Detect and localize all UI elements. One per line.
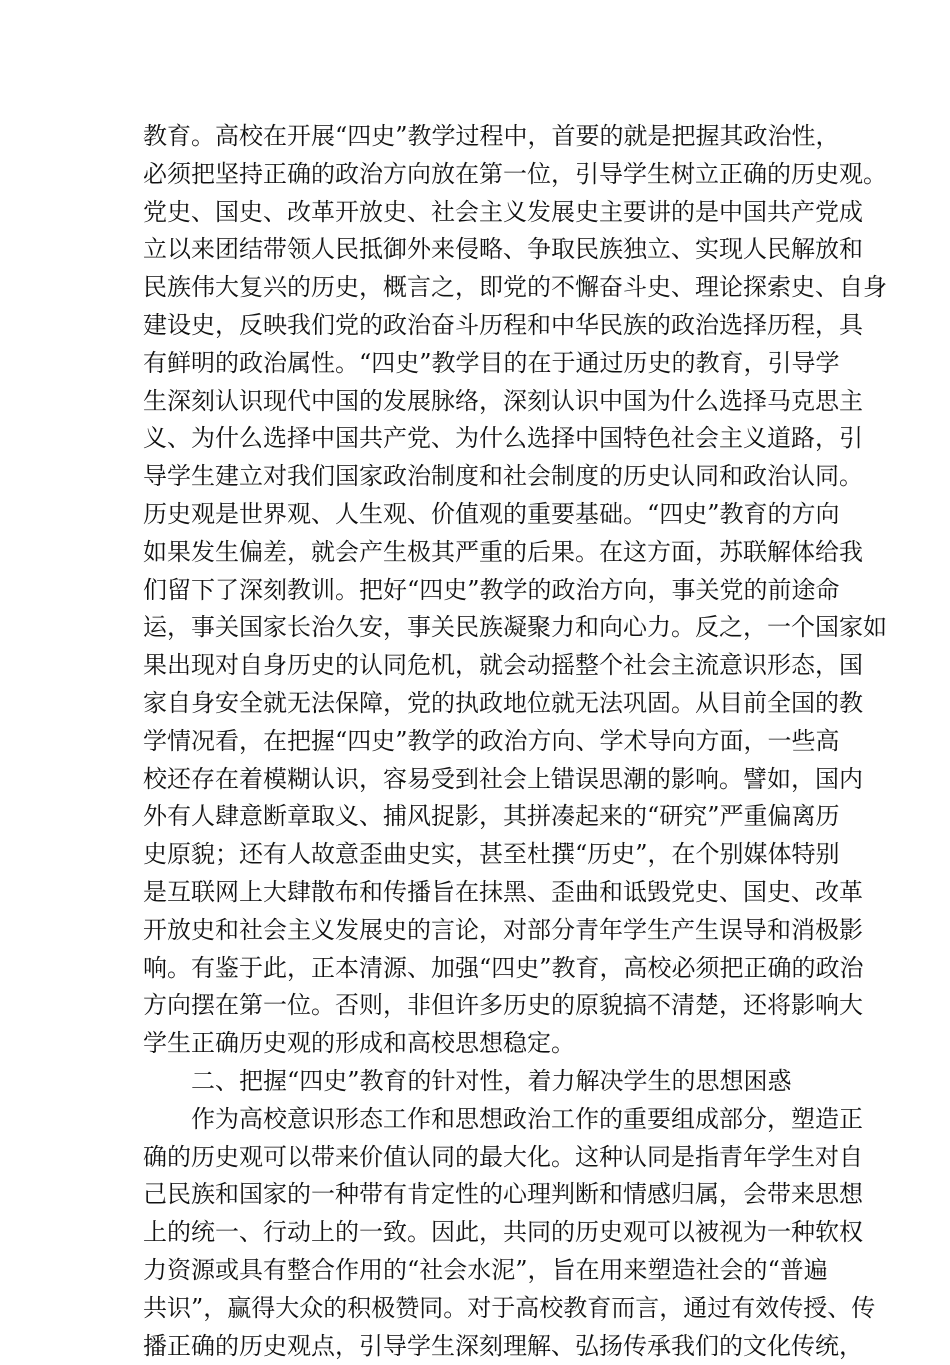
text-line: 运，事关国家长治久安，事关民族凝聚力和向心力。反之，一个国家如: [143, 609, 813, 647]
text-line: 响。有鉴于此，正本清源、加强“四史”教育，高校必须把正确的政治: [143, 950, 813, 988]
text-line: 必须把坚持正确的政治方向放在第一位，引导学生树立正确的历史观。: [143, 156, 813, 194]
text-line: 是互联网上大肆散布和传播旨在抹黑、歪曲和诋毁党史、国史、改革: [143, 874, 813, 912]
text-line: 史原貌；还有人故意歪曲史实，甚至杜撰“历史”，在个别媒体特别: [143, 836, 813, 874]
text-line: 立以来团结带领人民抵御外来侵略、争取民族独立、实现人民解放和: [143, 231, 813, 269]
section-heading-2: [143, 1063, 813, 1101]
text-line: 教育。高校在开展“四史”教学过程中，首要的就是把握其政治性，: [143, 118, 813, 156]
text-line: 确的历史观可以带来价值认同的最大化。这种认同是指青年学生对自: [143, 1139, 813, 1177]
text-line: 开放史和社会主义发展史的言论，对部分青年学生产生误导和消极影: [143, 912, 813, 950]
text-line: 播正确的历史观点，引导学生深刻理解、弘扬传承我们的文化传统，: [143, 1328, 813, 1365]
text-line: 学生正确历史观的形成和高校思想稳定。: [143, 1025, 813, 1063]
text-line: 党史、国史、改革开放史、社会主义发展史主要讲的是中国共产党成: [143, 194, 813, 232]
text-line: 二、把握“四史”教育的针对性，着力解决学生的思想困惑: [143, 1063, 813, 1101]
text-line: 义、为什么选择中国共产党、为什么选择中国特色社会主义道路，引: [143, 420, 813, 458]
paragraph-historical-view: [143, 1101, 813, 1365]
document-body: [143, 118, 813, 1365]
text-line: 外有人肆意断章取义、捕风捉影，其拼凑起来的“研究”严重偏离历: [143, 798, 813, 836]
text-line: 如果发生偏差，就会产生极其严重的后果。在这方面，苏联解体给我: [143, 534, 813, 572]
text-line: 们留下了深刻教训。把好“四史”教学的政治方向，事关党的前途命: [143, 572, 813, 610]
text-line: 方向摆在第一位。否则，非但许多历史的原貌搞不清楚，还将影响大: [143, 987, 813, 1025]
text-line: 共识”，赢得大众的积极赞同。对于高校教育而言，通过有效传授、传: [143, 1290, 813, 1328]
text-line: 作为高校意识形态工作和思想政治工作的重要组成部分，塑造正: [143, 1101, 813, 1139]
text-line: 校还存在着模糊认识，容易受到社会上错误思潮的影响。譬如，国内: [143, 761, 813, 799]
text-line: 建设史，反映我们党的政治奋斗历程和中华民族的政治选择历程，具: [143, 307, 813, 345]
text-line: 生深刻认识现代中国的发展脉络，深刻认识中国为什么选择马克思主: [143, 383, 813, 421]
text-line: 有鲜明的政治属性。“四史”教学目的在于通过历史的教育，引导学: [143, 345, 813, 383]
text-line: 学情况看，在把握“四史”教学的政治方向、学术导向方面，一些高: [143, 723, 813, 761]
text-line: 上的统一、行动上的一致。因此，共同的历史观可以被视为一种软权: [143, 1214, 813, 1252]
text-line: 历史观是世界观、人生观、价值观的重要基础。“四史”教育的方向: [143, 496, 813, 534]
text-line: 果出现对自身历史的认同危机，就会动摇整个社会主流意识形态，国: [143, 647, 813, 685]
text-line: 己民族和国家的一种带有肯定性的心理判断和情感归属，会带来思想: [143, 1176, 813, 1214]
paragraph-political-direction: [143, 118, 813, 1063]
text-line: 家自身安全就无法保障，党的执政地位就无法巩固。从目前全国的教: [143, 685, 813, 723]
text-line: 民族伟大复兴的历史，概言之，即党的不懈奋斗史、理论探索史、自身: [143, 269, 813, 307]
text-line: 力资源或具有整合作用的“社会水泥”，旨在用来塑造社会的“普遍: [143, 1252, 813, 1290]
text-line: 导学生建立对我们国家政治制度和社会制度的历史认同和政治认同。: [143, 458, 813, 496]
